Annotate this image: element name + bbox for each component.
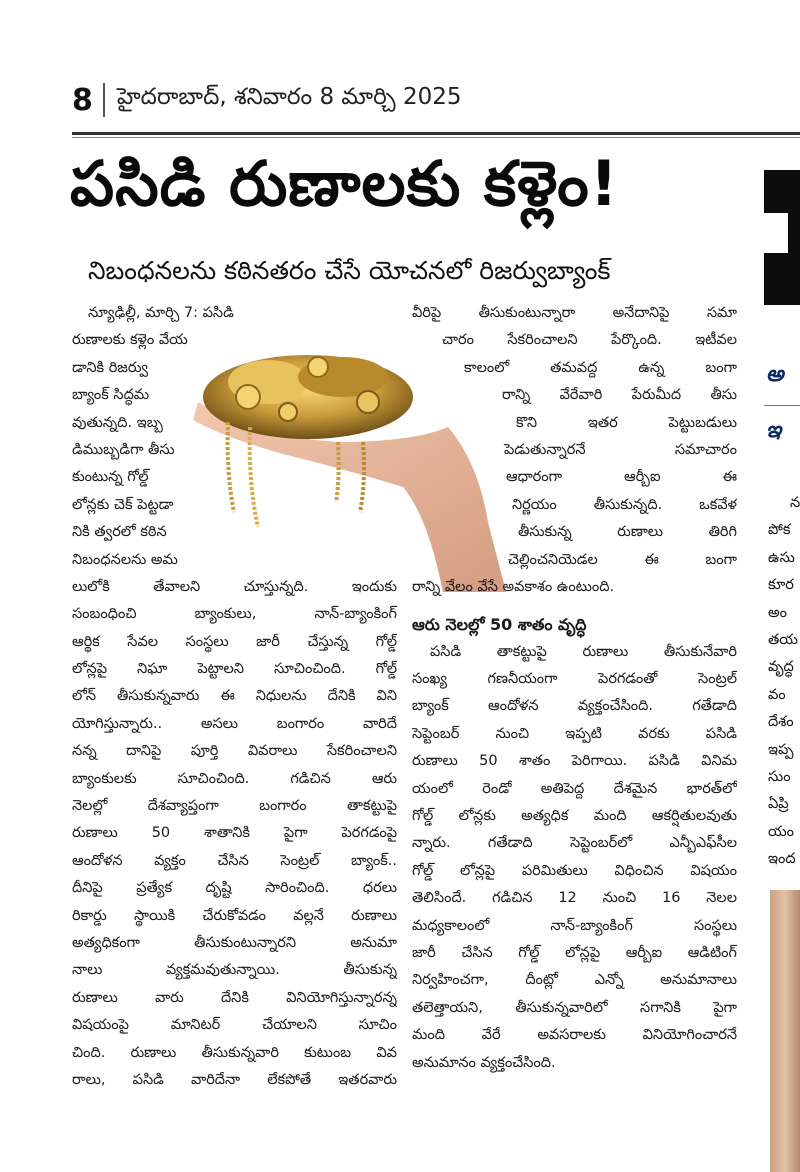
text-line: జారీ చేసిన గోల్డ్ లోన్లపై ఆర్బీఐ ఆడిటింగ్ bbox=[412, 944, 737, 961]
text-line: తీసుకున్న రుణాలు తిరిగి bbox=[518, 524, 737, 541]
text-line: రాన్ని వేరేవారి పేరుమీద తీసు bbox=[502, 387, 737, 404]
text-line: సంఖ్య గణనీయంగా పెరగడంతో సెంట్రల్ bbox=[412, 671, 737, 688]
text-line: చింది. రుణాలు తీసుకున్నవారి కుటుంబ వివ bbox=[72, 1044, 397, 1061]
side-head-2: ఇ bbox=[766, 418, 782, 443]
text-line: అనుమానం వ్యక్తంచేసింది. bbox=[412, 1054, 556, 1071]
top-rule-thin bbox=[72, 137, 800, 138]
masthead bbox=[72, 80, 461, 120]
side-photo-fragment bbox=[770, 890, 800, 1172]
page-number: 8 bbox=[72, 82, 93, 118]
subheadline: నిబంధనలను కఠినతరం చేసే యోచనలో రిజర్వుబ్యాంక్ bbox=[88, 256, 611, 285]
text-line: గోల్డ్ లోన్లకు అత్యధిక మంది ఆకర్షితులవుతు bbox=[412, 808, 737, 825]
text-line: రుణాలు 50 శాతం పెరిగాయి. పసిడి వినిమ bbox=[412, 753, 737, 770]
side-text-line: వం bbox=[768, 686, 786, 703]
side-body-fragment bbox=[768, 490, 800, 874]
text-line: చెల్లించనియెడల ఈ బంగా bbox=[508, 551, 737, 568]
side-text-line: న bbox=[790, 495, 800, 511]
text-line: కుంటున్న గోల్డ్ bbox=[72, 469, 149, 486]
text-line: నాలు వ్యక్తమవుతున్నాయి. తీసుకున్న bbox=[72, 962, 397, 979]
text-line: కొని ఇతర పెట్టుబడులు bbox=[516, 414, 737, 431]
side-text-line: సుం bbox=[768, 769, 791, 786]
side-text-line: కూర bbox=[768, 577, 794, 594]
text-line: నిర్ణయం తీసుకున్నది. ఒకవేళ bbox=[512, 496, 737, 513]
side-text-line: ఉసు bbox=[768, 549, 795, 566]
side-rule bbox=[764, 405, 800, 406]
headline: పసిడి రుణాలకు కళ్లెం! bbox=[70, 147, 619, 220]
text-line: యోగిస్తున్నారు.. అసలు బంగారం వారిదే bbox=[72, 715, 397, 732]
side-text-line: అం bbox=[768, 604, 787, 621]
text-line: పెడుతున్నారనే సమాచారం bbox=[504, 441, 737, 458]
side-text-line: ఏప్రి bbox=[768, 796, 789, 813]
text-line: తలెత్తాయని, తీసుకున్నవారిలో సగానికి పైగా bbox=[412, 999, 737, 1016]
text-line: సెప్టెంబర్ నుంచి ఇప్పటి వరకు పసిడి bbox=[412, 725, 737, 742]
side-text-line: ఇప్ప bbox=[768, 741, 794, 758]
side-text-line: వృద్ధ bbox=[768, 659, 794, 676]
text-line: బ్యాంక్ ఆందోళన వ్యక్తంచేసింది. గతేడాది bbox=[412, 698, 737, 715]
text-line: మంది వేరే అవసరాలకు వినియోగించారనే bbox=[412, 1027, 737, 1044]
text-line: మధ్యకాలంలో నాన్-బ్యాంకింగ్ సంస్థలు bbox=[412, 917, 737, 934]
text-line: ఆందోళన వ్యక్తం చేసిన సెంట్రల్ బ్యాంక్.. bbox=[72, 852, 397, 869]
side-text-line: తయ bbox=[768, 632, 798, 649]
side-text-line: దేశం bbox=[768, 714, 794, 731]
right-column-bottom bbox=[412, 639, 737, 1077]
text-line: వుతున్నది. ఇబ్బ bbox=[72, 414, 163, 431]
subsection-heading: ఆరు నెలల్లో 50 శాతం వృద్ధి bbox=[412, 615, 587, 635]
text-line: రాన్ని వేలం వేసే అవకాశం ఉంటుంది. bbox=[412, 578, 615, 595]
text-line: రుణాలు 50 శాతానికి పైగా పెరగడంపై bbox=[72, 825, 397, 842]
text-line: లోన్లపై నిఘా పెట్టాలని సూచించింది. గోల్డ్ bbox=[72, 661, 397, 678]
text-line: గోల్డ్ లోన్లపై పరిమితులు విధించిన విషయం bbox=[412, 862, 737, 879]
dateline: హైదరాబాద్, శనివారం 8 మార్చి 2025 bbox=[116, 84, 462, 110]
side-text-line: ఇంద bbox=[768, 851, 796, 868]
text-line: నిబంధనలను అమ bbox=[72, 551, 178, 568]
text-line: నెలల్లో దేశవ్యాప్తంగా బంగారం తాకట్టుపై bbox=[72, 798, 397, 815]
side-text-line: పోక bbox=[768, 522, 791, 539]
text-line: చారం సేకరించాలని పేర్కొంది. ఇటీవల bbox=[442, 332, 737, 349]
left-column bbox=[72, 300, 397, 1094]
text-line: నికి త్వరలో కఠిన bbox=[72, 524, 167, 541]
side-text-line: యం bbox=[768, 823, 794, 840]
text-line: తెలిసిందే. గడిచిన 12 నుంచి 16 నెలల bbox=[412, 890, 737, 907]
masthead-divider bbox=[103, 83, 105, 117]
text-line: రుణాలకు కళ్లెం వేయ bbox=[72, 332, 188, 349]
text-line: లోన్ తీసుకున్నవారు ఈ నిధులను దేనికి విని bbox=[72, 688, 397, 705]
text-line: సంబంధించి బ్యాంకులు, నాన్-బ్యాంకింగ్ bbox=[72, 606, 397, 623]
text-line: న్నారు. గతేడాది సెప్టెంబర్‌లో ఎన్బీఎఫ్‌సీల bbox=[412, 835, 737, 852]
text-line: డానికి రిజర్వు bbox=[72, 359, 148, 376]
text-line: ఆధారంగా ఆర్బీఐ ఈ bbox=[506, 469, 737, 486]
text-line: ఆర్థిక సేవల సంస్థలు జారీ చేస్తున్న గోల్డ్ bbox=[72, 633, 397, 650]
text-line: రికార్డు స్థాయికి చేరుకోవడం వల్లనే రుణాలు bbox=[72, 907, 397, 924]
text-line: బ్యాంక్ సిద్ధమ bbox=[72, 387, 150, 404]
text-line: వీరిపై తీసుకుంటున్నారా అనేదానిపై సమా bbox=[412, 305, 737, 321]
text-line: న్యూఢిల్లీ, మార్చి 7: పసిడి bbox=[88, 305, 234, 321]
text-line: కాలంలో తమవద్ద ఉన్న బంగా bbox=[464, 359, 737, 376]
right-column-top bbox=[412, 300, 737, 601]
text-line: డిముబ్బడిగా తీసు bbox=[72, 441, 175, 458]
top-rule bbox=[72, 132, 800, 135]
text-line: పసిడి తాకట్టుపై రుణాలు తీసుకునేవారి bbox=[430, 643, 737, 660]
text-line: దీనిపై ప్రత్యేక దృష్టి సారించింది. ధరలు bbox=[72, 880, 397, 897]
text-line: లులోకి తేవాలని చూస్తున్నది. ఇందుకు bbox=[72, 578, 397, 595]
text-line: నిర్వహించగా, దీంట్లో ఎన్నో అనుమానాలు bbox=[412, 972, 737, 989]
side-head-1: అ bbox=[766, 362, 784, 387]
text-line: లోన్లకు చెక్ పెట్టడా bbox=[72, 496, 174, 513]
text-line: అత్యధికంగా తీసుకుంటున్నారని అనుమా bbox=[72, 934, 397, 951]
right-column bbox=[412, 300, 737, 1077]
text-line: యంలో రెండో అతిపెద్ద దేశమైన భారత్‌లో bbox=[412, 780, 737, 797]
text-line: రాలు, పసిడి వారిదేనా లేకపోతే ఇతరవారు bbox=[72, 1071, 397, 1088]
text-line: విషయంపై మానిటర్ చేయాలని సూచిం bbox=[72, 1017, 397, 1034]
text-line: నన్న దానిపై పూర్తి వివరాలు సేకరించాలని bbox=[72, 743, 397, 760]
text-line: బ్యాంకులకు సూచించింది. గడిచిన ఆరు bbox=[72, 770, 397, 787]
side-headline-notch bbox=[764, 213, 788, 253]
text-line: రుణాలు వారు దేనికి వినియోగిస్తున్నారన్న bbox=[72, 989, 397, 1006]
